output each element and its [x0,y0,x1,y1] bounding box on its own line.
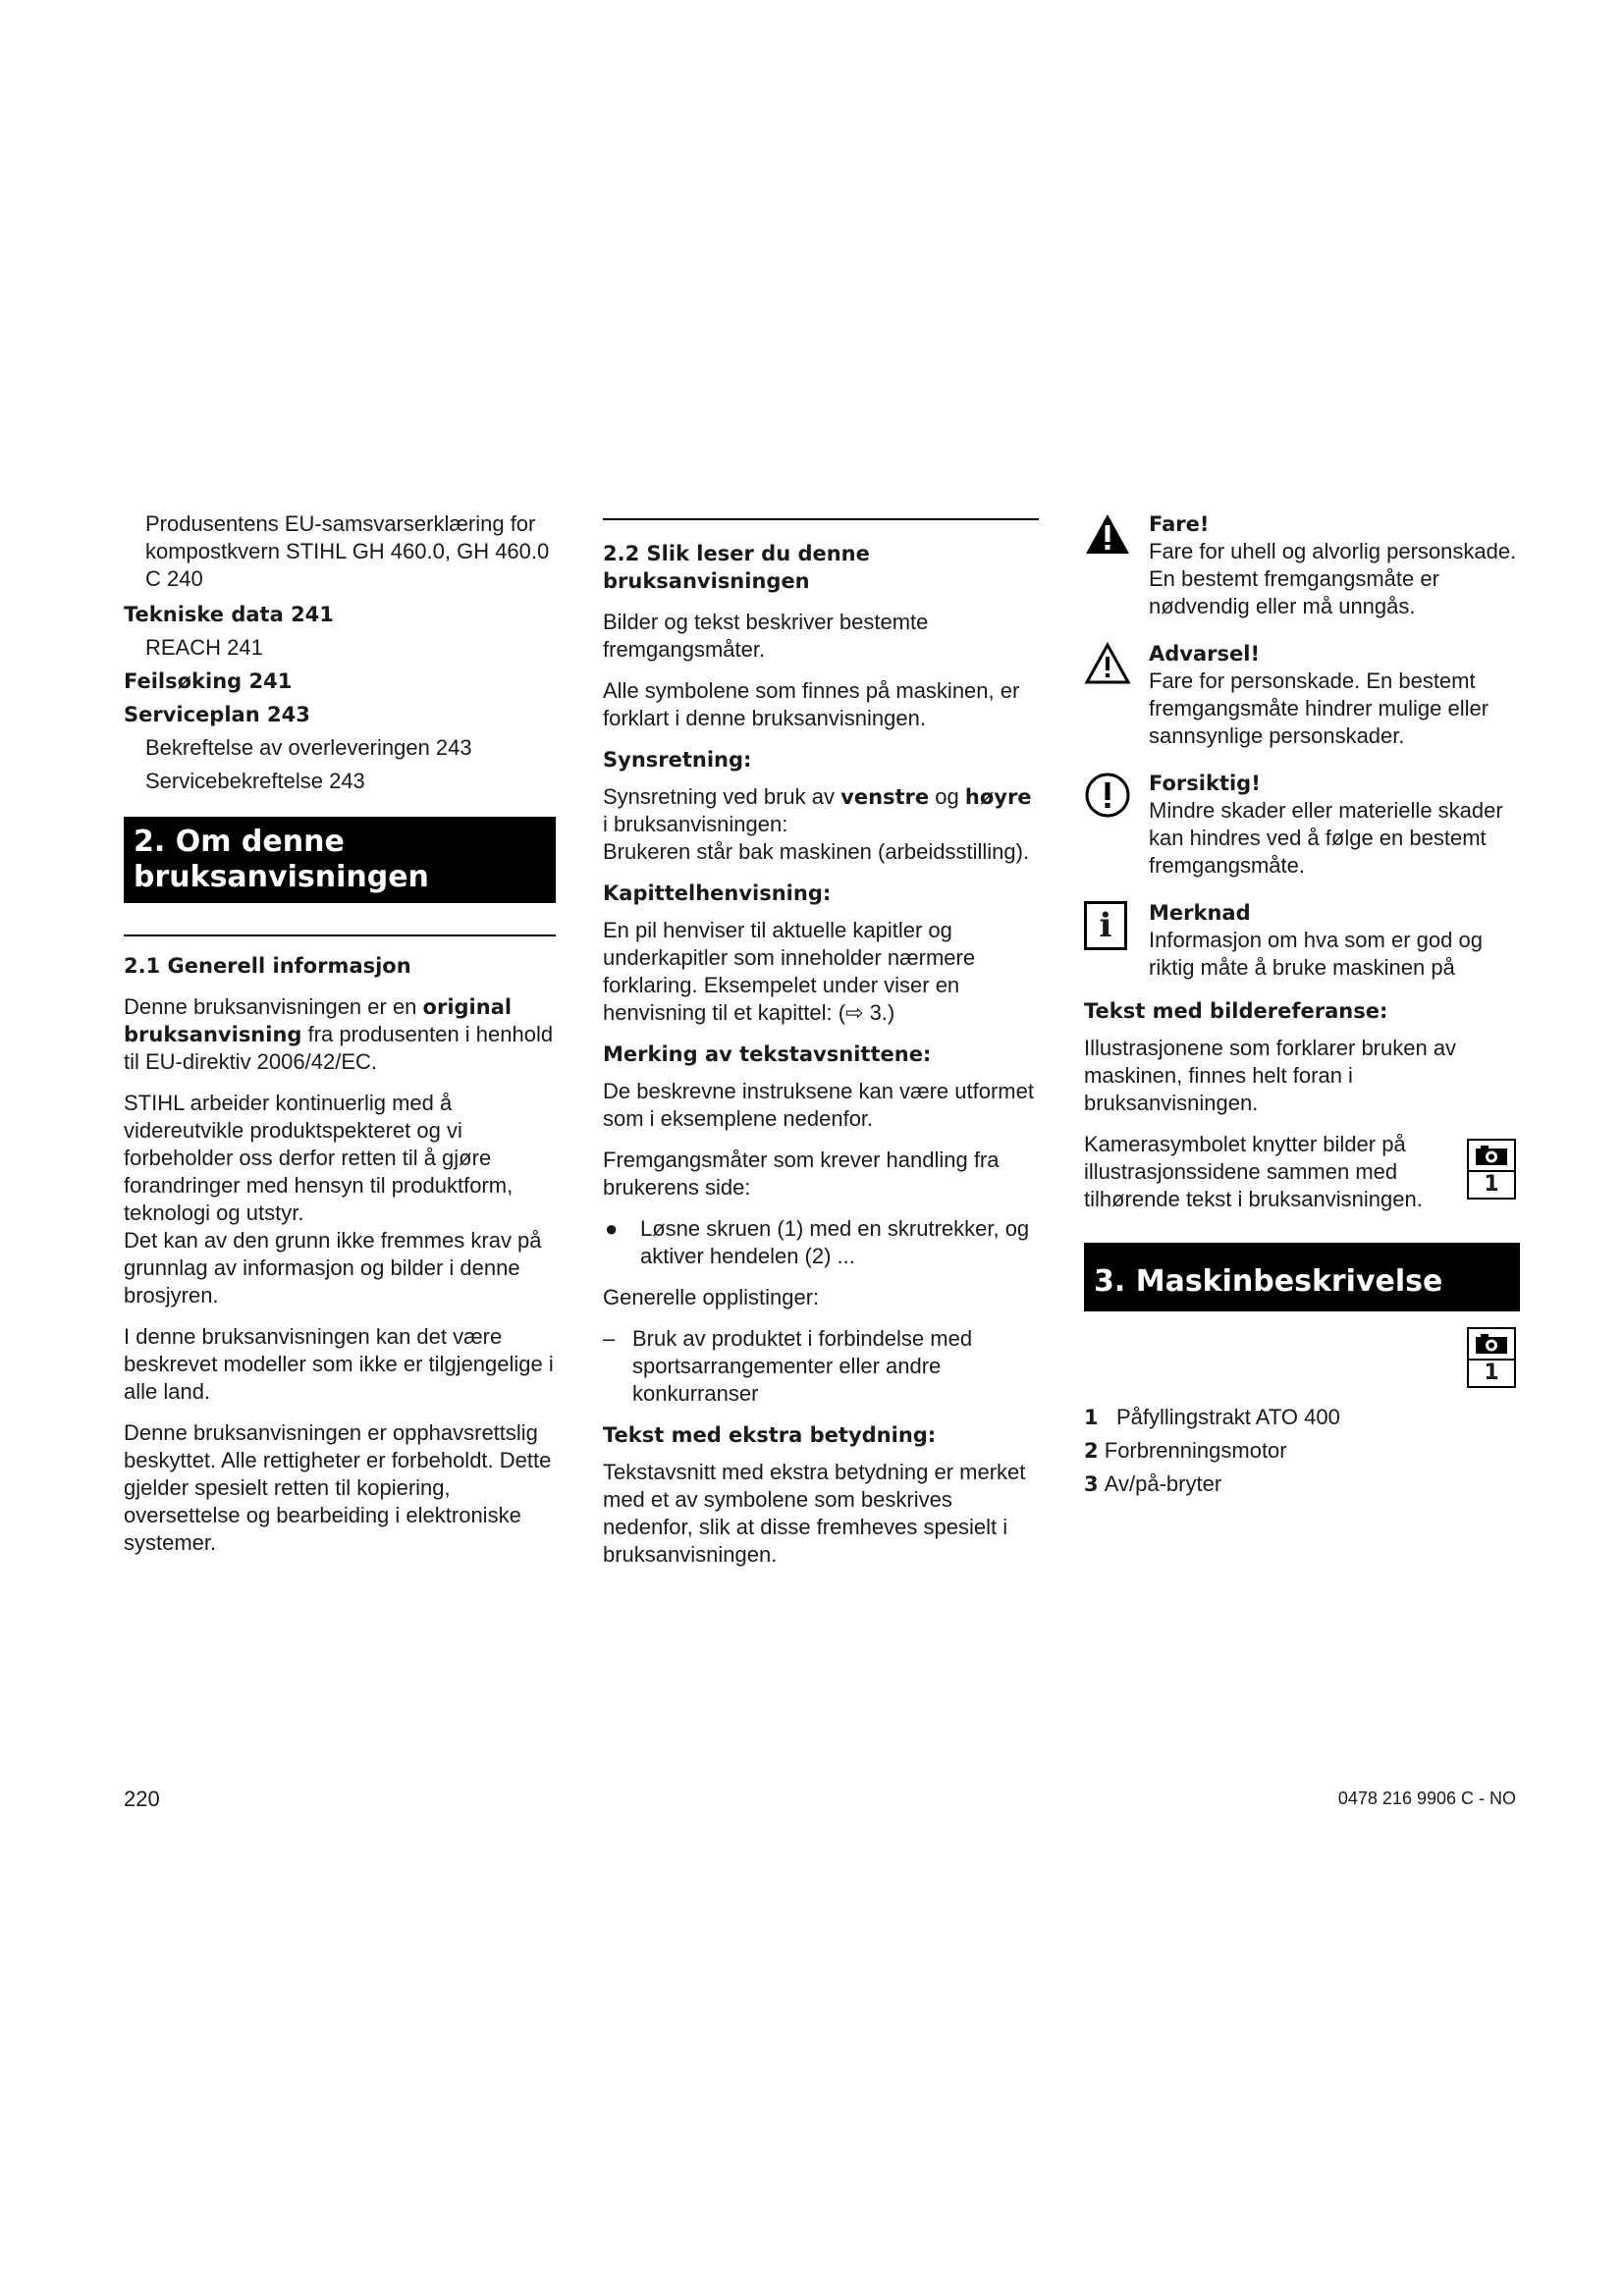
synsretning-paragraph-2: Brukeren står bak maskinen (arbeidsstilling). [603,839,1030,864]
advarsel-text: Fare for personskade. En bestemt fremgangsmåte hindrer mulige eller sannsynlige personskader. [1149,668,1489,748]
section-2-1-paragraph-2: STIHL arbeider kontinuerlig med å videreutvikle produktspekteret og vi forbeholder oss derfor retten til å gjøre forandringer med hensyn til produktform, teknologi og utstyr. [124,1091,514,1225]
column-right [1084,510,1520,1504]
section-2-heading [124,817,556,903]
camera-number: 1 [1469,1170,1514,1198]
note-advarsel [1084,640,1520,750]
merking-heading: Merking av tekstavsnittene: [603,1042,932,1066]
bullet-text: Løsne skruen (1) med en skrutrekker, og aktiver hendelen (2) ... [640,1216,1030,1268]
list-item-number: 1 [1084,1406,1099,1429]
paragraph-text: og [929,784,965,809]
toc-entry-serviceplan[interactable]: Serviceplan 243 [124,703,310,726]
synsretning-paragraph [603,783,1039,838]
list-item-label: Forbrenningsmotor [1104,1438,1287,1463]
note-forsiktig [1084,770,1520,880]
section-3-camera-row [1084,1327,1520,1388]
section-3-heading: 3. Maskinbeskrivelse [1084,1243,1520,1311]
forsiktig-text: Mindre skader eller materielle skader kan hindres ved å følge en bestemt fremgangsmåte. [1149,798,1503,878]
generelle-opplistinger: Generelle opplistinger: [603,1285,820,1309]
camera-number: 1 [1469,1359,1514,1386]
kamera-paragraph: Kamerasymbolet knytter bilder på illustrasjonssidene sammen med tilhørende tekst i bruksanvisningen. [1084,1132,1423,1211]
ekstra-betydning-paragraph: Tekstavsnitt med ekstra betydning er merket med et av symbolene som beskrives nedenfor, slik at disse fremheves spesielt i bruksanvisningen. [603,1460,1026,1567]
section-2-2-title: 2.2 Slik leser du denne bruksanvisningen [603,542,870,593]
list-item [1084,1437,1520,1465]
paragraph-text: Denne bruksanvisningen er en [124,994,423,1019]
warning-icon [1084,640,1149,750]
fremgang-paragraph: Fremgangsmåter som krever handling fra brukerens side: [603,1148,1000,1200]
merknad-text: Informasjon om hva som er god og riktig måte å bruke maskinen på [1149,928,1483,980]
bildereferanse-paragraph: Illustrasjonene som forklarer bruken av maskinen, finnes helt foran i bruksanvisningen. [1084,1036,1457,1115]
camera-icon [1467,1327,1516,1388]
section-2-title-line2: bruksanvisningen [134,860,429,894]
bullet-item [603,1215,1039,1270]
merknad-title: Merknad [1149,901,1251,925]
advarsel-title: Advarsel! [1149,642,1261,666]
document-code: 0478 216 9906 C - NO [1337,1789,1516,1808]
section-2-1-paragraph-2b: Det kan av den grunn ikke fremmes krav på grunnlag av informasjon og bilder i denne brosjyren. [124,1228,542,1308]
section-divider [603,518,1039,520]
section-2-2-paragraph-2: Alle symbolene som finnes på maskinen, er forklart i denne bruksanvisningen. [603,678,1020,730]
kapittelhenvisning-paragraph: En pil henviser til aktuelle kapitler og underkapitler som inneholder nærmere forklaring. Eksempelet under viser en henvisning til et kapittel: (⇨ 3.) [603,918,976,1025]
danger-icon [1084,510,1149,620]
section-2-title-line1: 2. Om denne [134,825,345,859]
toc-entry-servicebekreftelse[interactable]: Servicebekreftelse 243 [145,769,365,793]
section-2-1-paragraph-1 [124,993,556,1076]
paragraph-text: fra produsenten i henhold til EU-direktiv 2006/42/EC. [124,1022,554,1074]
toc-entry-produsent[interactable]: Produsentens EU-samsvarserklæring for kompostkvern STIHL GH 460.0, GH 460.0 C 240 [145,511,550,591]
column-left [124,510,556,1571]
fare-title: Fare! [1149,512,1210,536]
bullet-icon: ● [605,1216,619,1241]
dash-text: Bruk av produktet i forbindelse med sportsarrangementer eller andre konkurranser [632,1326,973,1406]
paragraph-text: Synsretning ved bruk av [603,784,841,809]
kamera-block [1084,1131,1520,1213]
merking-paragraph: De beskrevne instruksene kan være utformet som i eksemplene nedenfor. [603,1079,1034,1131]
paragraph-text: i bruksanvisningen: [603,812,788,836]
bildereferanse-heading: Tekst med bildereferanse: [1084,999,1388,1023]
camera-icon [1467,1139,1516,1200]
dash-icon: – [603,1326,616,1351]
info-icon [1084,899,1149,982]
page-number: 220 [124,1787,160,1811]
note-fare [1084,510,1520,620]
dash-item [603,1325,1039,1408]
paragraph-bold-text: høyre [964,785,1032,809]
synsretning-heading: Synsretning: [603,748,752,772]
kapittelhenvisning-heading: Kapittelhenvisning: [603,881,832,905]
forsiktig-title: Forsiktig! [1149,772,1261,795]
section-divider [124,934,556,936]
column-middle [603,510,1039,1582]
info-glyph: i [1084,901,1127,950]
list-item-label: Påfyllingstrakt ATO 400 [1115,1405,1340,1429]
list-item-number: 2 [1084,1439,1099,1463]
toc-entry-bekreftelse[interactable]: Bekreftelse av overleveringen 243 [145,735,472,760]
section-2-2-paragraph-1: Bilder og tekst beskriver bestemte fremgangsmåter. [603,610,929,662]
fare-text: Fare for uhell og alvorlig personskade. En bestemt fremgangsmåte er nødvendig eller må unngås. [1149,539,1517,618]
toc-entry-feilsoking[interactable]: Feilsøking 241 [124,669,293,693]
list-item [1084,1470,1520,1498]
section-2-1-paragraph-3: I denne bruksanvisningen kan det være beskrevet modeller som ikke er tilgjengelige i alle land. [124,1324,554,1404]
paragraph-bold-text: original bruksanvisning [124,995,513,1046]
toc-entry-tekniske[interactable]: Tekniske data 241 [124,603,334,626]
note-merknad [1084,899,1520,982]
paragraph-bold-text: venstre [840,785,930,809]
list-item-number: 3 [1084,1472,1099,1496]
list-item [1084,1404,1520,1431]
list-item-label: Av/på-bryter [1104,1471,1222,1496]
caution-icon [1084,770,1149,880]
section-2-1-paragraph-4: Denne bruksanvisningen er opphavsrettslig beskyttet. Alle rettigheter er forbeholdt. Dette gjelder spesielt retten til kopiering, oversettelse og bearbeiding i elektroniske systemer. [124,1420,552,1555]
section-2-1-title: 2.1 Generell informasjon [124,954,411,978]
ekstra-betydning-heading: Tekst med ekstra betydning: [603,1423,937,1447]
toc-entry-reach[interactable]: REACH 241 [145,635,263,660]
